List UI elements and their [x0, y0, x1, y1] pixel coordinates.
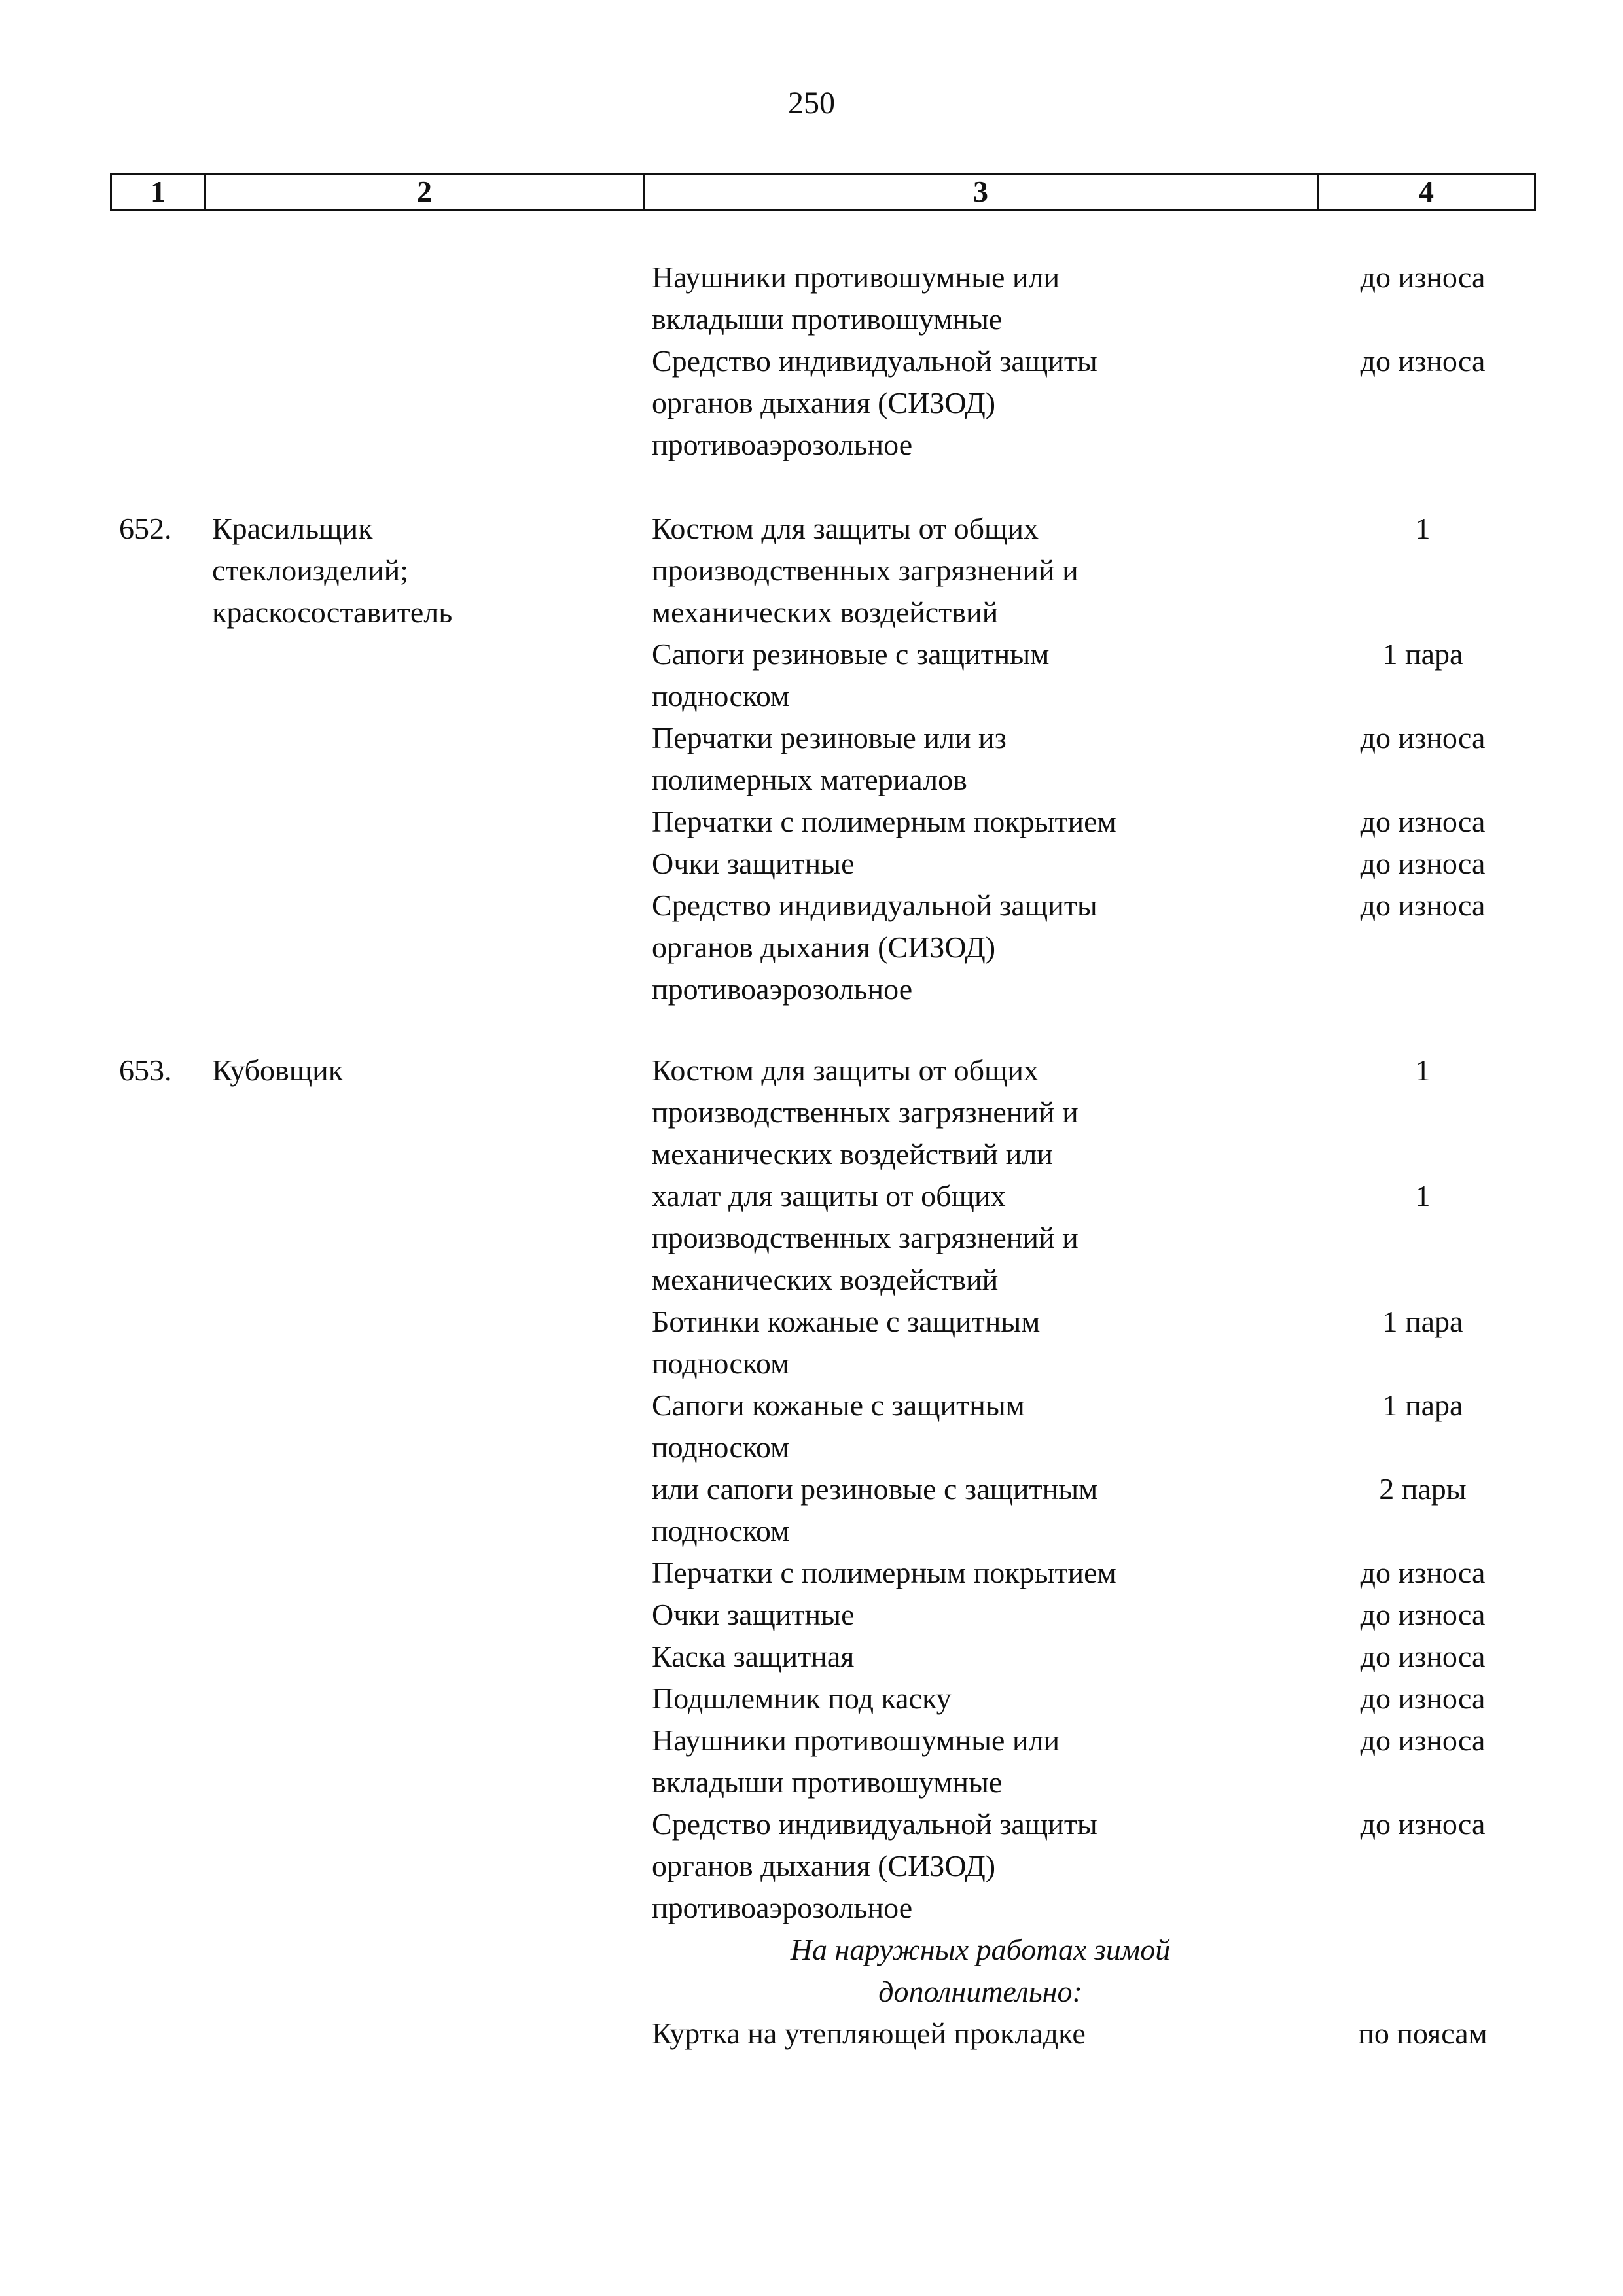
list-item [652, 1552, 1537, 1594]
item-quantity: 2 пары [1379, 1472, 1467, 1506]
list-item [652, 256, 1537, 340]
item-quantity: до износа [1360, 1723, 1486, 1757]
item-name: Перчатки с полимерным покрытием [652, 1556, 1116, 1589]
item-name: Средство индивидуальной защиты органов дыхания (СИЗОД) противоаэрозольное [652, 344, 1097, 461]
profession-name: Красильщик стеклоизделий; краскосоставитель [212, 512, 453, 629]
item-quantity: до износа [1360, 1807, 1486, 1841]
item-quantity: 1 [1415, 1179, 1431, 1212]
item-name: Каска защитная [652, 1640, 855, 1673]
item-quantity: до износа [1360, 889, 1486, 922]
item-quantity: 1 пара [1382, 1305, 1463, 1338]
item-name: Подшлемник под каску [652, 1682, 952, 1715]
item-quantity: до износа [1360, 1640, 1486, 1673]
list-item [652, 1594, 1537, 1636]
item-name: Средство индивидуальной защиты органов дыхания (СИЗОД) противоаэрозольное [652, 1807, 1097, 1924]
item-name: Очки защитные [652, 847, 855, 880]
profession-name: Кубовщик [212, 1053, 344, 1087]
list-item [652, 843, 1537, 885]
item-name: Очки защитные [652, 1598, 855, 1631]
list-item [652, 1301, 1537, 1385]
item-name: Костюм для защиты от общих производственных загрязнений и механических воздействий или [652, 1053, 1079, 1171]
item-name: Средство индивидуальной защиты органов дыхания (СИЗОД) противоаэрозольное [652, 889, 1097, 1006]
list-item [652, 1636, 1537, 1678]
list-item [652, 885, 1537, 1010]
italic-note: На наружных работах зимой дополнительно: [790, 1933, 1171, 2008]
item-name: Перчатки с полимерным покрытием [652, 805, 1116, 838]
item-quantity: 1 пара [1382, 1388, 1463, 1422]
item-quantity: 1 [1415, 512, 1431, 545]
item-name: Наушники противошумные или вкладыши противошумные [652, 1723, 1060, 1799]
column-header-2: 2 [205, 174, 644, 210]
item-quantity: до износа [1360, 260, 1486, 294]
item-quantity: по поясам [1358, 2017, 1488, 2050]
item-name: Перчатки резиновые или из полимерных материалов [652, 721, 1007, 796]
list-item [652, 1050, 1537, 1175]
item-name: Куртка на утепляющей прокладке [652, 2017, 1086, 2050]
list-item [652, 1720, 1537, 1803]
item-quantity: до износа [1360, 344, 1486, 378]
list-item [652, 340, 1537, 466]
item-list [652, 256, 1537, 466]
list-item [652, 1678, 1537, 1720]
item-quantity: до износа [1360, 1556, 1486, 1589]
item-list [652, 1050, 1537, 2055]
list-item [652, 1803, 1537, 1929]
item-quantity: 1 [1415, 1053, 1431, 1087]
row-number: 653. [119, 1053, 172, 1087]
list-item [652, 717, 1537, 801]
list-item [652, 1468, 1537, 1552]
item-list [652, 508, 1537, 1010]
list-item [652, 633, 1537, 717]
item-name: или сапоги резиновые с защитным подноском [652, 1472, 1098, 1547]
item-name: Ботинки кожаные с защитным подноском [652, 1305, 1041, 1380]
item-quantity: до износа [1360, 1598, 1486, 1631]
item-name: Сапоги кожаные с защитным подноском [652, 1388, 1025, 1464]
item-quantity: до износа [1360, 1682, 1486, 1715]
item-quantity: до износа [1360, 805, 1486, 838]
column-header-1: 1 [111, 174, 205, 210]
item-quantity: до износа [1360, 721, 1486, 754]
item-quantity: до износа [1360, 847, 1486, 880]
page-number: 250 [788, 86, 835, 120]
row-number: 652. [119, 512, 172, 545]
list-item [652, 508, 1537, 633]
list-item [652, 1385, 1537, 1468]
list-item [652, 1175, 1537, 1301]
item-name: Сапоги резиновые с защитным подноском [652, 637, 1050, 713]
list-item [652, 2013, 1537, 2055]
item-name: Наушники противошумные или вкладыши противошумные [652, 260, 1060, 336]
column-header-4: 4 [1318, 174, 1535, 210]
item-quantity: 1 пара [1382, 637, 1463, 671]
column-header-3: 3 [644, 174, 1318, 210]
list-item [652, 801, 1537, 843]
item-name: Костюм для защиты от общих производственных загрязнений и механических воздействий [652, 512, 1079, 629]
item-name: халат для защиты от общих производственных загрязнений и механических воздействий [652, 1179, 1079, 1296]
